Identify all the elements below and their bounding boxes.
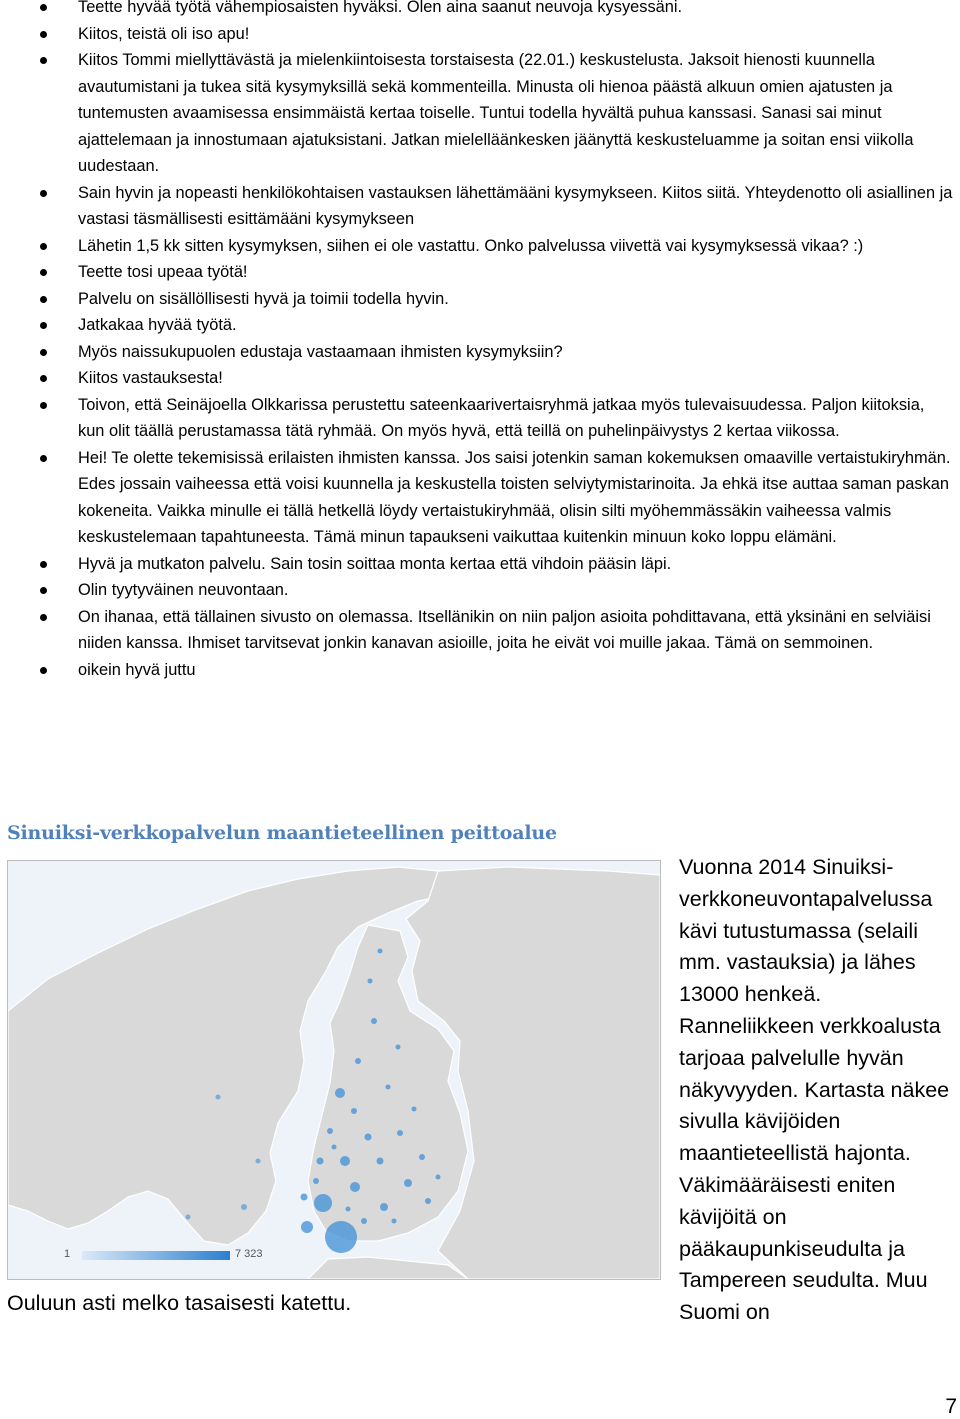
bubble [436, 1175, 441, 1180]
bubble [386, 1085, 391, 1090]
list-item: Hei! Te olette tekemisissä erilaisten ihmisten kanssa. Jos saisi jotenkin saman kokemuksen omaaville vertaistukiryhmän. Edes jossain vaiheessa että voisi kuunnella ja keskustella toisten selviytymistarinoita. Ja ehkä itse auttaa saman paskan kokeneita. Vaikka minulle ei tällä hetkellä löydy vertaistukiryhmää, olisin silti myöhemmässäkin vaiheessa valmis keskustelemaan tapahtuneesta. Tämä minun tapaukseni vaikuttaa kuitenkin minuun koko loppu elämäni. [0, 445, 960, 551]
bubble [419, 1154, 425, 1160]
bubble [412, 1107, 417, 1112]
list-item: oikein hyvä juttu [0, 657, 960, 684]
list-item: Toivon, että Seinäjoella Olkkarissa perustettu sateenkaarivertaisryhmä jatkaa myös tulevaisuudessa. Paljon kiitoksia, kun olit täällä perustamassa tätä ryhmää. On myös hyvä, että teillä on puhelinpäivystys 2 kertaa viikossa. [0, 392, 960, 445]
bubble [368, 979, 373, 984]
list-item: On ihanaa, että tällainen sivusto on olemassa. Itsellänikin on niin paljon asioita pohdittavana, että yksinäni en selviäisi niiden kanssa. Ihmiset tarvitsevat jonkin kanavan asioille, joita he eivät voi muille jakaa. Tämä on semmoinen. [0, 604, 960, 657]
bubble [371, 1018, 377, 1024]
bubble [327, 1128, 333, 1134]
map-caption: Ouluun asti melko tasaisesti katettu. [7, 1291, 352, 1315]
section-title: Sinuiksi-verkkopalvelun maantieteellinen peittoalue [7, 822, 557, 844]
bubble [392, 1219, 397, 1224]
bubble [397, 1130, 403, 1136]
bubble [313, 1178, 319, 1184]
bubble [216, 1095, 221, 1100]
bubble [361, 1218, 367, 1224]
bubble-helsinki [325, 1221, 357, 1253]
list-item: Sain hyvin ja nopeasti henkilökohtaisen vastauksen lähettämääni kysymykseen. Kiitos siitä. Yhteydenotto oli asiallinen ja vastasi täsmällisesti esittämääni kysymykseen [0, 180, 960, 233]
list-item: Hyvä ja mutkaton palvelu. Sain tosin soittaa monta kertaa että vihdoin pääsin läpi. [0, 551, 960, 578]
bubble [380, 1203, 388, 1211]
bubble [256, 1159, 261, 1164]
bubble-oulu [335, 1088, 345, 1098]
bubble-turku [301, 1221, 313, 1233]
bubble [425, 1198, 431, 1204]
list-item: Teette tosi upeaa työtä! [0, 259, 960, 286]
side-description: Vuonna 2014 Sinuiksi-verkkoneuvontapalvelussa kävi tutustumassa (selaili mm. vastauksia) ja lähes 13000 henkeä. Ranneliikkeen verkkoalusta tarjoaa palvelulle hyvän näkyvyyden. Kartasta näkee sivulla kävijöiden maantieteellistä hajonta. Väkimääräisesti eniten kävijöitä on pääkaupunkiseudulta ja Tampereen seudulta. Muu Suomi on [679, 855, 950, 1325]
bubble [351, 1108, 357, 1114]
coverage-map [7, 860, 661, 1280]
legend-min-label: 1 [64, 1248, 71, 1260]
bubble [365, 1134, 372, 1141]
bubble [346, 1207, 351, 1212]
bubble [317, 1158, 324, 1165]
list-item: Kiitos vastauksesta! [0, 365, 960, 392]
list-item: Kiitos Tommi miellyttävästä ja mielenkiintoisesta torstaisesta (22.01.) keskustelusta. Jaksoit hienosti kuunnella avautumistani ja tukea sitä kysymyksillä sekä kommenteilla. Minusta oli hienoa päästä alkuun omien ajatusten ja tuntemusten avaamisessa ensimmäistä kertaa toiselle. Tuntui todella hyvältä puhua kanssasi. Sanasi sai minut ajattelemaan ja innostumaan ajatuksistani. Jatkan mielelläänkesken jäänyttä keskusteluamme ja soitan ensi viikolla uudestaan. [0, 47, 960, 180]
bubble [396, 1045, 401, 1050]
bubble [377, 1158, 384, 1165]
bubble [301, 1194, 308, 1201]
bubble [378, 949, 383, 954]
legend-max-label: 7 323 [235, 1248, 263, 1260]
list-item: Kiitos, teistä oli iso apu! [0, 21, 960, 48]
list-item: Teette hyvää työtä vähempiosaisten hyväksi. Olen aina saanut neuvoja kysyessäni. [0, 0, 960, 21]
list-item: Olin tyytyväinen neuvontaan. [0, 577, 960, 604]
bubble-tampere [314, 1194, 332, 1212]
feedback-list [0, 0, 960, 683]
page-number: 7 [945, 1395, 957, 1418]
bubble [350, 1182, 360, 1192]
list-item: Palvelu on sisällöllisesti hyvä ja toimii todella hyvin. [0, 286, 960, 313]
bubble [355, 1058, 361, 1064]
bubble [186, 1215, 191, 1220]
bubble [340, 1156, 350, 1166]
bubble [404, 1179, 412, 1187]
legend-gradient-bar [82, 1251, 230, 1260]
bubble [241, 1204, 247, 1210]
list-item: Jatkakaa hyvää työtä. [0, 312, 960, 339]
list-item: Lähetin 1,5 kk sitten kysymyksen, siihen ei ole vastattu. Onko palvelussa viivettä vai kysymyksessä vikaa? :) [0, 233, 960, 260]
map-graphic [8, 861, 660, 1279]
bubble [332, 1145, 337, 1150]
list-item: Myös naissukupuolen edustaja vastaamaan ihmisten kysymyksiin? [0, 339, 960, 366]
